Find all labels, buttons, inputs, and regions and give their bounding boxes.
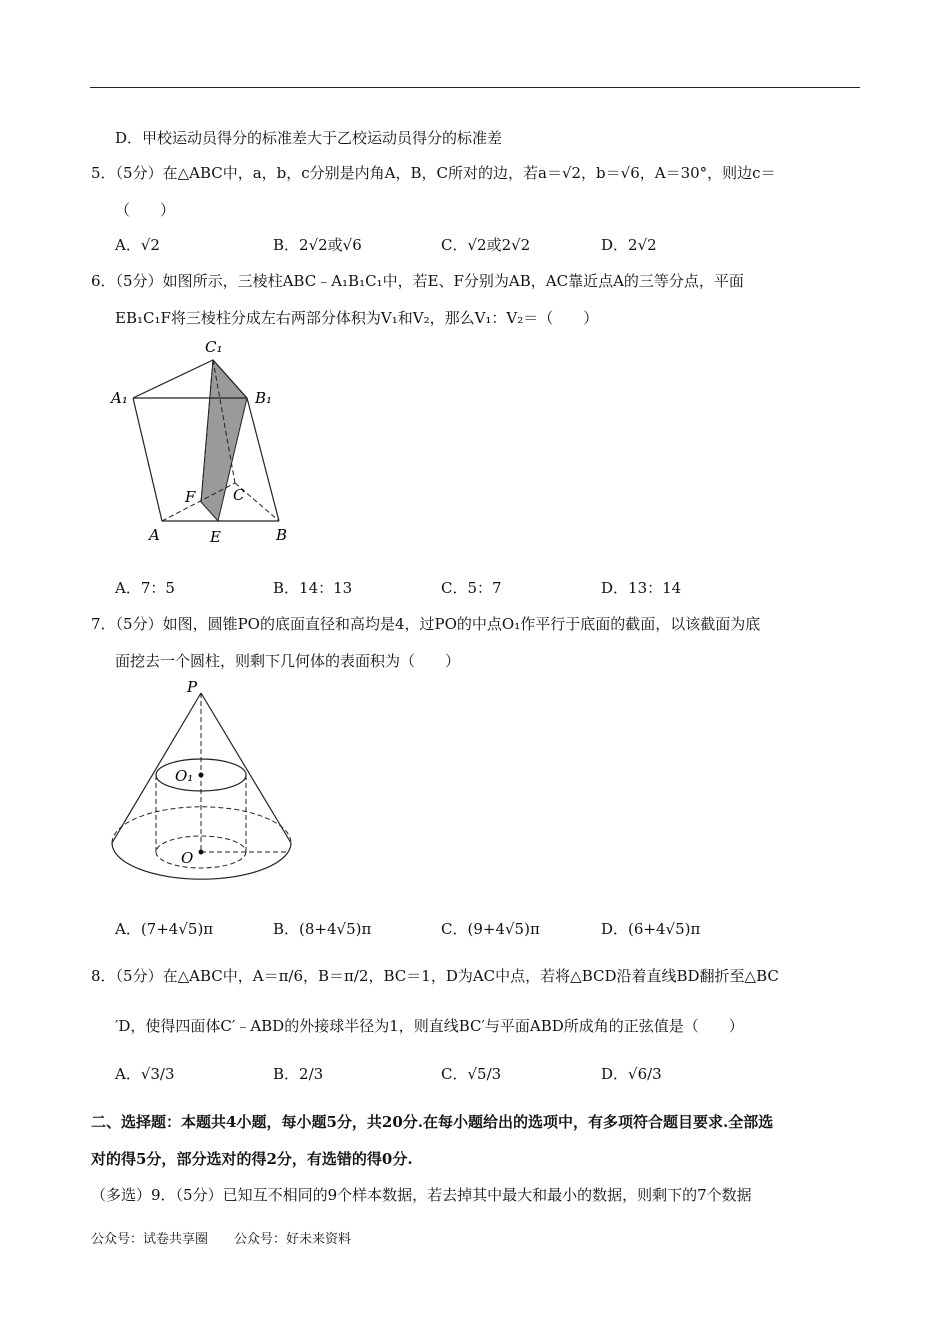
q8-stem-line2: ′D，使得四面体C′﹣ABD的外接球半径为1，则直线BC′与平面ABD所成角的正弦值是（ ） <box>115 1017 744 1035</box>
label-a: A <box>149 526 160 544</box>
label-o1: O₁ <box>175 767 194 785</box>
point-o <box>199 850 204 855</box>
q8-option-d: D．√6/3 <box>601 1065 662 1083</box>
q5-option-b: B．2√2或√6 <box>273 236 362 254</box>
edge-a1-c1 <box>133 360 213 398</box>
q4-option-d: D．甲校运动员得分的标准差大于乙校运动员得分的标准差 <box>115 129 503 147</box>
q7-option-d: D．(6+4√5)π <box>601 920 701 938</box>
point-o1 <box>199 773 204 778</box>
q7-option-b: B．(8+4√5)π <box>273 920 372 938</box>
q7-option-a: A．(7+4√5)π <box>115 920 214 938</box>
label-a1: A₁ <box>111 389 128 407</box>
section2-heading-line2: 对的得5分，部分选对的得2分，有选错的得0分. <box>91 1150 413 1168</box>
q8-option-a: A．√3/3 <box>115 1065 175 1083</box>
q5-option-c: C．√2或2√2 <box>441 236 531 254</box>
label-b: B <box>276 526 288 544</box>
q7-option-c: C．(9+4√5)π <box>441 920 540 938</box>
q6-stem-line2: EB₁C₁F将三棱柱分成左右两部分体积为V₁和V₂，那么V₁：V₂＝（ ） <box>115 309 599 327</box>
q6-prism-figure <box>105 335 305 550</box>
q5-stem: 5．（5分）在△ABC中，a，b，c分别是内角A，B，C所对的边，若a＝√2，b＝√6，A＝30°，则边c＝ <box>91 164 776 182</box>
q6-stem-line1: 6．（5分）如图所示，三棱柱ABC﹣A₁B₁C₁中，若E、F分别为AB，AC靠近点A的三等分点，平面 <box>91 272 744 290</box>
q8-option-b: B．2/3 <box>273 1065 324 1083</box>
cone-right-side <box>201 693 291 843</box>
q8-option-c: C．√5/3 <box>441 1065 502 1083</box>
q9-stem-line1: （多选）9．（5分）已知互不相同的9个样本数据，若去掉其中最大和最小的数据，则剩下的7个数据 <box>91 1186 752 1204</box>
q8-stem-line1: 8．（5分）在△ABC中，A＝π/6，B＝π/2，BC＝1，D为AC中点，若将△BCD沿着直线BD翻折至△BC <box>91 967 779 985</box>
section2-heading-line1: 二、选择题：本题共4小题，每小题5分，共20分.在每小题给出的选项中，有多项符合题目要求.全部选 <box>91 1113 774 1131</box>
q5-paren: （ ） <box>115 201 176 219</box>
label-c: C <box>233 486 245 504</box>
q7-cone-figure <box>105 675 305 890</box>
header-rule <box>90 87 860 88</box>
label-o: O <box>181 849 194 867</box>
q6-option-b: B．14：13 <box>273 579 353 597</box>
label-e: E <box>210 528 221 546</box>
footer-text: 公众号：试卷共享圈 公众号：好未来资料 <box>91 1232 352 1247</box>
label-c1: C₁ <box>205 338 223 356</box>
edge-a-a1 <box>133 398 162 521</box>
label-f: F <box>185 488 196 506</box>
q6-option-d: D．13：14 <box>601 579 682 597</box>
q5-option-d: D．2√2 <box>601 236 657 254</box>
label-p: P <box>187 678 198 696</box>
edge-b-b1 <box>247 398 279 521</box>
q7-stem-line2: 面挖去一个圆柱，则剩下几何体的表面积为（ ） <box>115 652 461 670</box>
q6-option-c: C．5：7 <box>441 579 502 597</box>
label-b1: B₁ <box>255 389 273 407</box>
q5-option-a: A．√2 <box>115 236 160 254</box>
q6-option-a: A．7：5 <box>115 579 175 597</box>
q7-stem-line1: 7．（5分）如图，圆锥PO的底面直径和高均是4，过PO的中点O₁作平行于底面的截面，以该截面为底 <box>91 615 761 633</box>
